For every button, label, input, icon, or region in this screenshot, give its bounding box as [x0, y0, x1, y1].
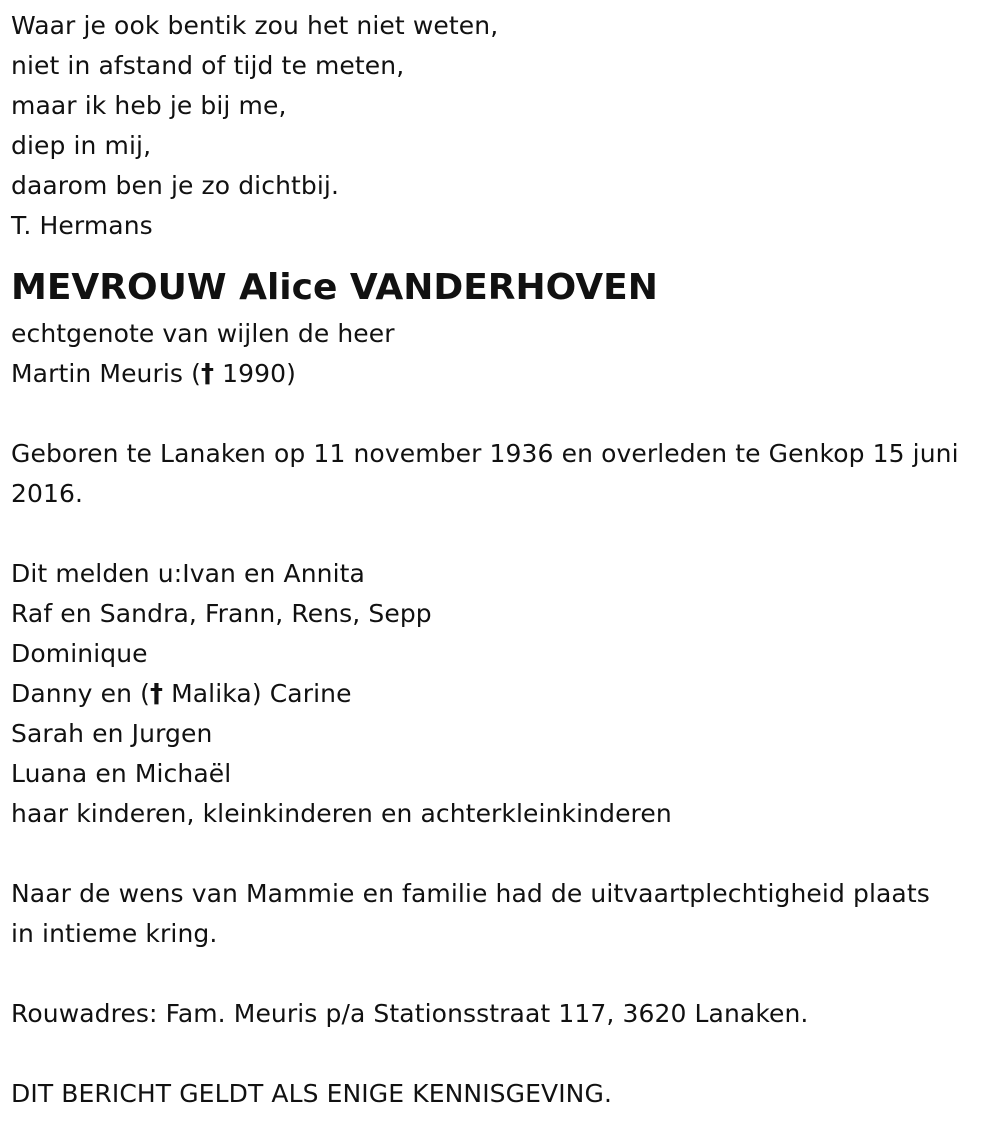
poem-line: diep in mij,: [11, 131, 152, 160]
mourning-address: Rouwadres: Fam. Meuris p/a Stationsstraat 117, 3620 Lanaken.: [11, 999, 809, 1028]
birth-death-paragraph: [11, 434, 996, 514]
family-line: Dominique: [11, 639, 148, 668]
family-line: Luana en Michaël: [11, 759, 232, 788]
spouse-name-line: [11, 354, 996, 394]
notice-statement: DIT BERICHT GELDT ALS ENIGE KENNISGEVING.: [11, 1079, 612, 1108]
family-line: Raf en Sandra, Frann, Rens, Sepp: [11, 599, 432, 628]
danny-after: Malika) Carine: [163, 679, 352, 708]
cross-icon: †: [200, 359, 215, 389]
danny-before: Danny en (: [11, 679, 150, 708]
poem-line: maar ik heb je bij me,: [11, 91, 287, 120]
poem-author: T. Hermans: [11, 211, 153, 240]
poem: [11, 6, 996, 246]
birth-death-line: 2016.: [11, 479, 84, 508]
spouse-name: Martin Meuris (: [11, 359, 201, 388]
funeral-paragraph: [11, 874, 996, 954]
funeral-line: Naar de wens van Mammie en familie had de uitvaartplechtigheid plaats: [11, 879, 930, 908]
title-name: Alice VANDERHOVEN: [239, 267, 658, 308]
family-list: [11, 554, 996, 834]
obituary-notice: [11, 6, 996, 1114]
deceased-name-heading: [11, 264, 996, 312]
family-line-danny: [11, 674, 996, 714]
poem-line: daarom ben je zo dichtbij.: [11, 171, 340, 200]
spouse-death-year: 1990): [214, 359, 296, 388]
birth-death-line: Geboren te Lanaken op 11 november 1936 en overleden te Genkop 15 juni: [11, 439, 959, 468]
family-line: haar kinderen, kleinkinderen en achterkleinkinderen: [11, 799, 672, 828]
family-intro: Dit melden u:Ivan en Annita: [11, 559, 365, 588]
poem-line: Waar je ook bentik zou het niet weten,: [11, 11, 499, 40]
poem-line: niet in afstand of tijd te meten,: [11, 51, 405, 80]
funeral-line: in intieme kring.: [11, 919, 218, 948]
cross-icon: †: [149, 679, 164, 709]
family-line: Sarah en Jurgen: [11, 719, 213, 748]
title-prefix: MEVROUW: [11, 267, 227, 308]
spouse-line: echtgenote van wijlen de heer: [11, 319, 395, 348]
